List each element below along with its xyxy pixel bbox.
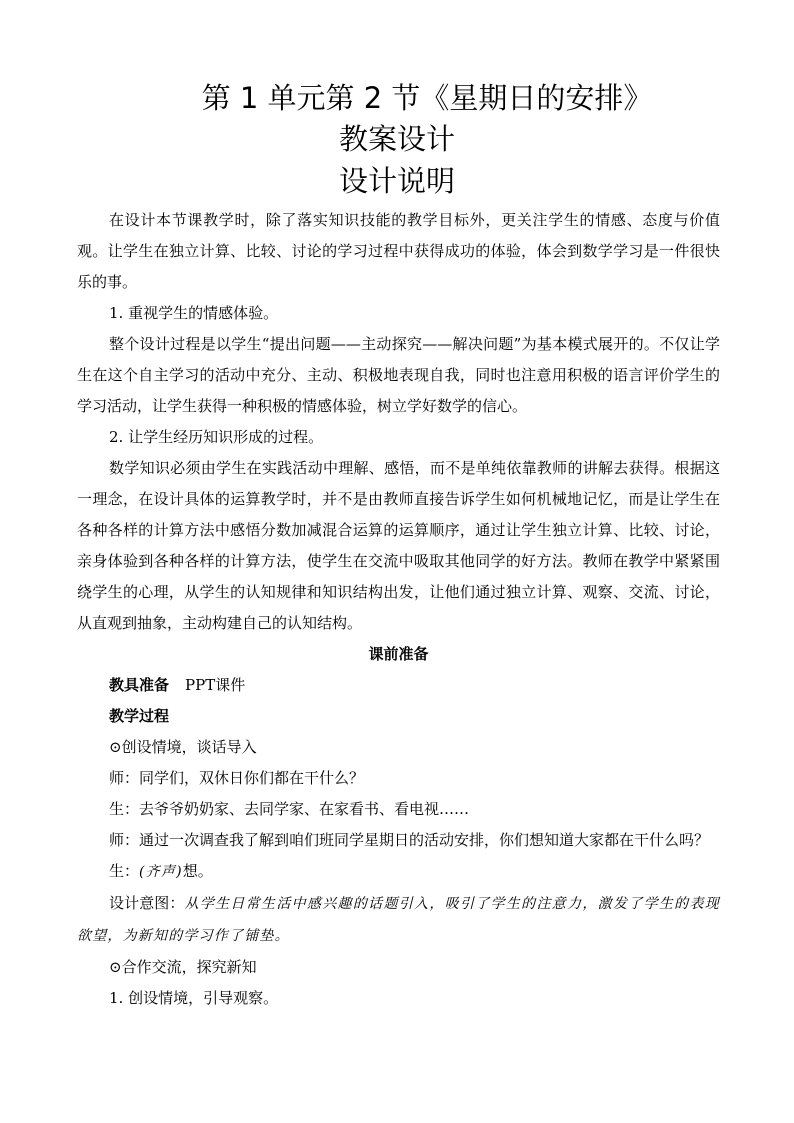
point1-paragraph: 整个设计过程是以学生“提出问题——主动探究——解决问题”为基本模式展开的。不仅让学生在这个自主学习的活动中充分、主动、积极地表现自我，同时也注意用积极的语言评价学生的学习活动，让学生获得一种积极的情感体验，树立学好数学的信心。	[77, 335, 720, 415]
teaching-process-heading: 教学过程	[109, 707, 170, 725]
section1-heading: ⊙创设情境，谈话导入	[109, 738, 257, 756]
dialogue-line: 生：去爷爷奶奶家、去同学家、在家看书、看电视……	[109, 800, 470, 818]
design-intent-label: 设计意图：	[109, 894, 185, 912]
section2-step1: 1. 创设情境，引导观察。	[109, 989, 279, 1007]
lesson-subtitle: 教案设计	[338, 122, 455, 156]
document-body	[77, 205, 720, 1014]
dialogue-text: 想。	[182, 862, 213, 880]
point2-paragraph: 数学知识必须由学生在实践活动中理解、感悟，而不是单纯依靠教师的讲解去获得。根据这一理念，在设计具体的运算教学时，并不是由教师直接告诉学生如何机械地记忆，而是让学生在各种各样的计算方法中感悟分数加减混合运算的运算顺序，通过让学生独立计算、比较、讨论，亲身体验到各种各样的计算方法，使学生在交流中吸取其他同学的好方法。教师在教学中紧紧围绕学生的心理，从学生的认知规律和知识结构出发，让他们通过独立计算、观察、交流、讨论，从直观到抽象，主动构建自己的认知结构。	[77, 459, 720, 632]
dialogue-line	[77, 856, 720, 888]
intro-paragraph: 在设计本节课教学时，除了落实知识技能的教学目标外，更关注学生的情感、态度与价值观。让学生在独立计算、比较、讨论的学习过程中获得成功的体验，体会到数学学习是一件很快乐的事。	[77, 211, 720, 291]
dialogue-speaker: 生：	[109, 862, 140, 880]
point2-heading: 2. 让学生经历知识形成的过程。	[109, 428, 324, 446]
design-intent-text: 从学生日常生活中感兴趣的话题引入，吸引了学生的注意力，激发了学生的表现欲望，为新知的学习作了铺垫。	[77, 896, 720, 944]
section2-heading: ⊙合作交流，探究新知	[109, 958, 257, 976]
dialogue-line: 师：同学们，双休日你们都在干什么？	[109, 769, 365, 787]
stage-direction: (齐声)	[139, 864, 183, 880]
lesson-title: 第 1 单元第 2 节《星期日的安排》	[201, 81, 653, 115]
design-intent-note	[77, 888, 720, 952]
teaching-tools-label: 教具准备	[109, 676, 170, 694]
teaching-tools-line	[77, 670, 720, 701]
section-title-design-notes: 设计说明	[338, 164, 455, 198]
teaching-tools-value: PPT课件	[185, 676, 246, 694]
point1-heading: 1. 重视学生的情感体验。	[109, 304, 279, 322]
prep-heading: 课前准备	[368, 645, 429, 663]
dialogue-line: 师：通过一次调查我了解到咱们班同学星期日的活动安排，你们想知道大家都在干什么吗？	[109, 831, 710, 849]
